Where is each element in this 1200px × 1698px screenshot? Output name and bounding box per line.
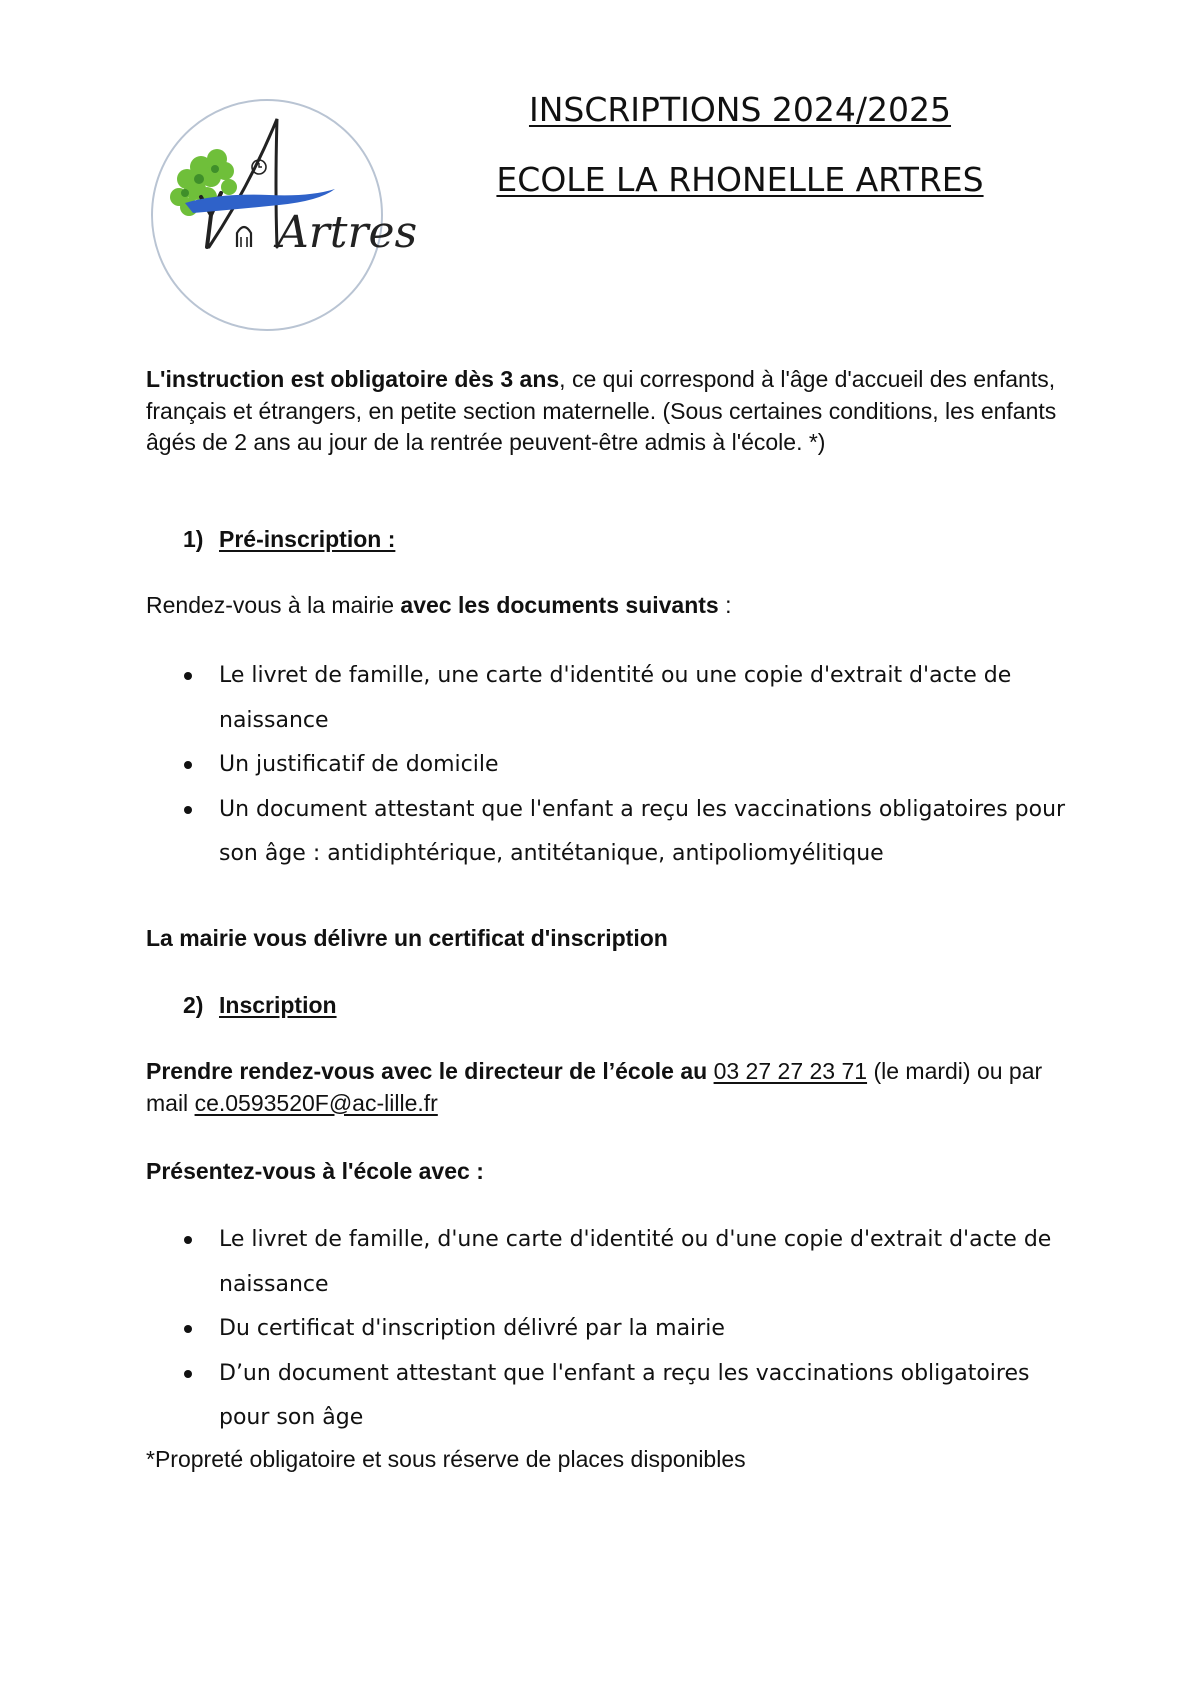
- section-label: Pré-inscription :: [219, 526, 396, 552]
- footnote: *Propreté obligatoire et sous réserve de places disponibles: [146, 1446, 746, 1472]
- intro-rest: , ce qui correspond à l'âge d'accueil des enfants, français et étrangers, en petite section maternelle. (Sous certaines conditions, les enfants âgés de 2 ans au jour de la rentrée peuvent-être admis à l'école. *): [146, 366, 1057, 455]
- bullet-icon: [184, 761, 192, 769]
- phone-link[interactable]: 03 27 27 23 71: [713, 1058, 868, 1084]
- mairie-documents-list: [146, 654, 1086, 877]
- list-item: D’un document attestant que l'enfant a reçu les vaccinations obligatoires pour son âge: [146, 1352, 1086, 1441]
- bullet-icon: [184, 806, 192, 814]
- section-number: 1): [183, 526, 204, 552]
- intro-bold: L'instruction est obligatoire dès 3 ans: [146, 366, 560, 392]
- mairie-instructions: [146, 592, 732, 619]
- email-link[interactable]: ce.0593520F@ac-lille.fr: [194, 1089, 438, 1116]
- logo-text: Artres: [277, 207, 418, 258]
- certificate-statement: La mairie vous délivre un certificat d'inscription: [146, 925, 668, 951]
- list-item: Le livret de famille, une carte d'identité ou une copie d'extrait d'acte de naissance: [146, 654, 1086, 743]
- bullet-icon: [184, 1325, 192, 1333]
- section-number: 2): [183, 992, 204, 1018]
- section-heading-preinscription: [183, 526, 395, 553]
- school-documents-heading: Présentez-vous à l'école avec :: [146, 1158, 484, 1184]
- lead-end: :: [718, 592, 732, 618]
- bullet-icon: [184, 1370, 192, 1378]
- contact-bold: Prendre rendez-vous avec le directeur de l’école au: [146, 1058, 708, 1084]
- school-name: ECOLE LA RHONELLE ARTRES: [496, 160, 984, 199]
- list-item: Le livret de famille, d'une carte d'identité ou d'une copie d'extrait d'acte de naissance: [146, 1218, 1086, 1307]
- lead-plain: Rendez-vous à la mairie: [146, 592, 401, 618]
- list-item: Du certificat d'inscription délivré par la mairie: [146, 1307, 1086, 1352]
- bullet-icon: [184, 672, 192, 680]
- artres-logo: [149, 97, 418, 333]
- section-heading-inscription: [183, 992, 337, 1019]
- school-documents-list: [146, 1218, 1086, 1441]
- contact-paragraph: [146, 1056, 1086, 1119]
- bullet-icon: [184, 1236, 192, 1244]
- lead-bold: avec les documents suivants: [400, 592, 719, 618]
- section-label: Inscription: [219, 992, 337, 1018]
- intro-paragraph: [146, 364, 1076, 459]
- page-title: INSCRIPTIONS 2024/2025: [528, 90, 952, 129]
- contact-mid: (le mardi) ou par mail: [146, 1058, 1043, 1116]
- list-item: Un document attestant que l'enfant a reçu les vaccinations obligatoires pour son âge : antidiphtérique, antitétanique, antipoliomyélitique: [146, 788, 1086, 877]
- list-item: Un justificatif de domicile: [146, 743, 1086, 788]
